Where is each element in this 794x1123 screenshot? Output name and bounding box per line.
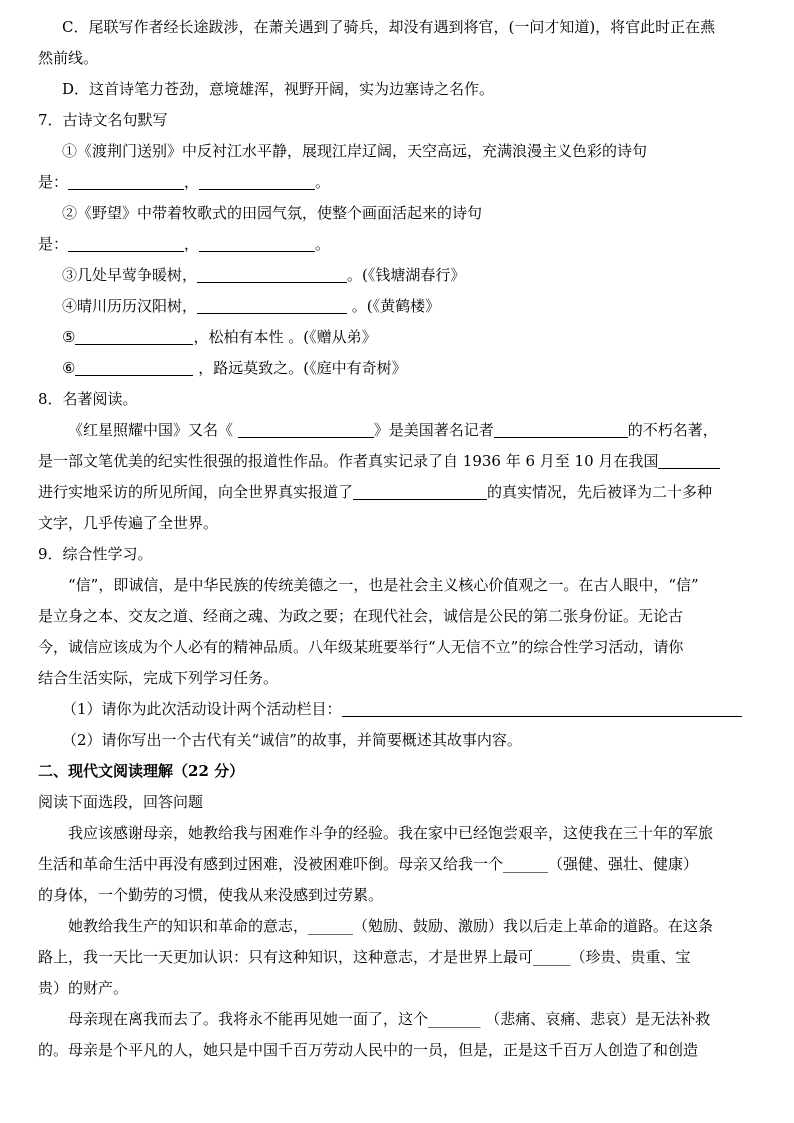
q7-item2-blank-b[interactable] xyxy=(199,235,315,252)
q7-item3 xyxy=(38,260,756,291)
q7-item4 xyxy=(38,291,756,322)
q7-item2-prefix: 是： xyxy=(38,235,69,253)
q9-paragraph-line2: 是立身之本、交友之道、经商之魂、为政之要；在现代社会，诚信是公民的第二张身份证。无论古 xyxy=(38,607,684,625)
q8-line4: 文字，几乎传遍了全世界。 xyxy=(38,514,219,532)
q9-task1 xyxy=(38,694,756,725)
q9-task1-blank[interactable] xyxy=(342,700,742,717)
q9-paragraph-line3: 今，诚信应该成为个人必有的精神品质。八年级某班要举行“人无信不立”的综合性学习活动，请你 xyxy=(38,638,684,656)
passage-p3-line1: 母亲现在离我而去了。我将永不能再见她一面了，这个_______ （悲痛、哀痛、悲哀）是无法补救 xyxy=(68,1010,711,1028)
q7-item2-answer-line xyxy=(38,229,756,260)
q8-line2 xyxy=(38,446,756,477)
q7-item5-suffix: ，松柏有本性 。(《赠从弟》 xyxy=(193,328,377,346)
q6-option-c-line1: C．尾联写作者经长途跋涉，在萧关遇到了骑兵，却没有遇到将官，(一问才知道)，将官此时正在燕 xyxy=(62,18,716,36)
q8-line2-text: 是一部文笔优美的纪实性很强的报道性作品。作者真实记录了自 1936 年 6 月至 10 月在我国 xyxy=(38,452,659,470)
q8-line3-part-a: 进行实地采访的所见所闻，向全世界真实报道了 xyxy=(38,483,354,501)
q7-item2-comma: ， xyxy=(184,235,200,253)
q7-item5-blank[interactable] xyxy=(75,328,193,345)
q6-option-d: D．这首诗笔力苍劲，意境雄浑，视野开阔，实为边塞诗之名作。 xyxy=(62,80,495,98)
q7-item6 xyxy=(38,353,756,384)
q7-item5 xyxy=(38,322,756,353)
passage-p1-line2: 生活和革命生活中再没有感到过困难，没被困难吓倒。母亲又给我一个______（强健、强壮、健康） xyxy=(38,855,699,873)
q7-item2-blank-a[interactable] xyxy=(68,235,184,252)
q9-paragraph-line4: 结合生活实际，完成下列学习任务。 xyxy=(38,669,279,687)
section-2-instruction: 阅读下面选段，回答问题 xyxy=(38,793,204,811)
q8-line1-part-b: 》是美国著名记者 xyxy=(373,421,494,439)
section-2-heading: 二、现代文阅读理解（22 分） xyxy=(38,762,245,780)
q8-alt-title-blank[interactable] xyxy=(238,421,374,438)
q8-region-blank[interactable] xyxy=(658,452,720,469)
q7-item2-text: ②《野望》中带着牧歌式的田园气氛，使整个画面活起来的诗句 xyxy=(62,204,483,222)
q8-line1-part-c: 的不朽名著， xyxy=(627,421,718,439)
q9-task2: （2）请你写出一个古代有关“诚信”的故事，并简要概述其故事内容。 xyxy=(62,731,522,749)
q7-item6-blank[interactable] xyxy=(75,359,193,376)
q7-item4-prefix: ④晴川历历汉阳树， xyxy=(62,297,198,315)
q7-item5-prefix: ⑤ xyxy=(62,328,76,346)
q7-item1-comma: ， xyxy=(184,173,200,191)
q7-item3-prefix: ③几处早莺争暖树， xyxy=(62,266,198,284)
q7-item6-prefix: ⑥ xyxy=(62,359,76,377)
q8-line1-part-a: 《红星照耀中国》又名《 xyxy=(68,421,238,439)
passage-p1-line3: 的身体，一个勤劳的习惯，使我从来没感到过劳累。 xyxy=(38,886,384,904)
q8-line3-part-b: 的真实情况，先后被译为二十多种 xyxy=(487,483,713,501)
q8-title: 8．名著阅读。 xyxy=(38,390,138,408)
q7-title: 7．古诗文名句默写 xyxy=(38,111,168,129)
q7-item1-answer-line xyxy=(38,167,756,198)
q7-item1-prefix: 是： xyxy=(38,173,69,191)
q9-title: 9．综合性学习。 xyxy=(38,545,153,563)
q7-item2-period: 。 xyxy=(315,235,331,253)
q7-item4-blank[interactable] xyxy=(197,297,347,314)
passage-p1-line1: 我应该感谢母亲，她教给我与困难作斗争的经验。我在家中已经饱尝艰辛，这使我在三十年的军旅 xyxy=(68,824,714,842)
q7-item1-blank-a[interactable] xyxy=(68,173,184,190)
q8-line1 xyxy=(38,415,756,446)
passage-p3-line2: 的。母亲是个平凡的人，她只是中国千百万劳动人民中的一员，但是，正是这千百万人创造了和创造 xyxy=(38,1041,699,1059)
q7-item1-period: 。 xyxy=(315,173,331,191)
q6-option-c-line2: 然前线。 xyxy=(38,49,99,67)
q8-reported-blank[interactable] xyxy=(353,483,487,500)
q7-item1-blank-b[interactable] xyxy=(199,173,315,190)
q8-line3 xyxy=(38,477,756,508)
q7-item3-suffix: 。(《钱塘湖春行》 xyxy=(347,266,466,284)
q7-item3-blank[interactable] xyxy=(197,266,347,283)
passage-p2-line1: 她教给我生产的知识和革命的意志，______（勉励、鼓励、激励）我以后走上革命的道路。在这条 xyxy=(68,917,714,935)
passage-p2-line2: 路上，我一天比一天更加认识：只有这种知识，这种意志，才是世界上最可_____（珍贵、贵重、宝 xyxy=(38,948,691,966)
q9-task1-text: （1）请你为此次活动设计两个活动栏目： xyxy=(62,700,342,718)
q7-item4-suffix: 。(《黄鹤楼》 xyxy=(347,297,441,315)
q7-item6-suffix: ，路远莫致之。(《庭中有奇树》 xyxy=(193,359,407,377)
q7-item1-text: ①《渡荆门送别》中反衬江水平静，展现江岸辽阔，天空高远，充满浪漫主义色彩的诗句 xyxy=(62,142,648,160)
q8-reporter-blank[interactable] xyxy=(494,421,628,438)
passage-p2-line3: 贵）的财产。 xyxy=(38,979,129,997)
q9-paragraph-line1: “信”，即诚信，是中华民族的传统美德之一，也是社会主义核心价值观之一。在古人眼中，“信” xyxy=(68,576,699,594)
